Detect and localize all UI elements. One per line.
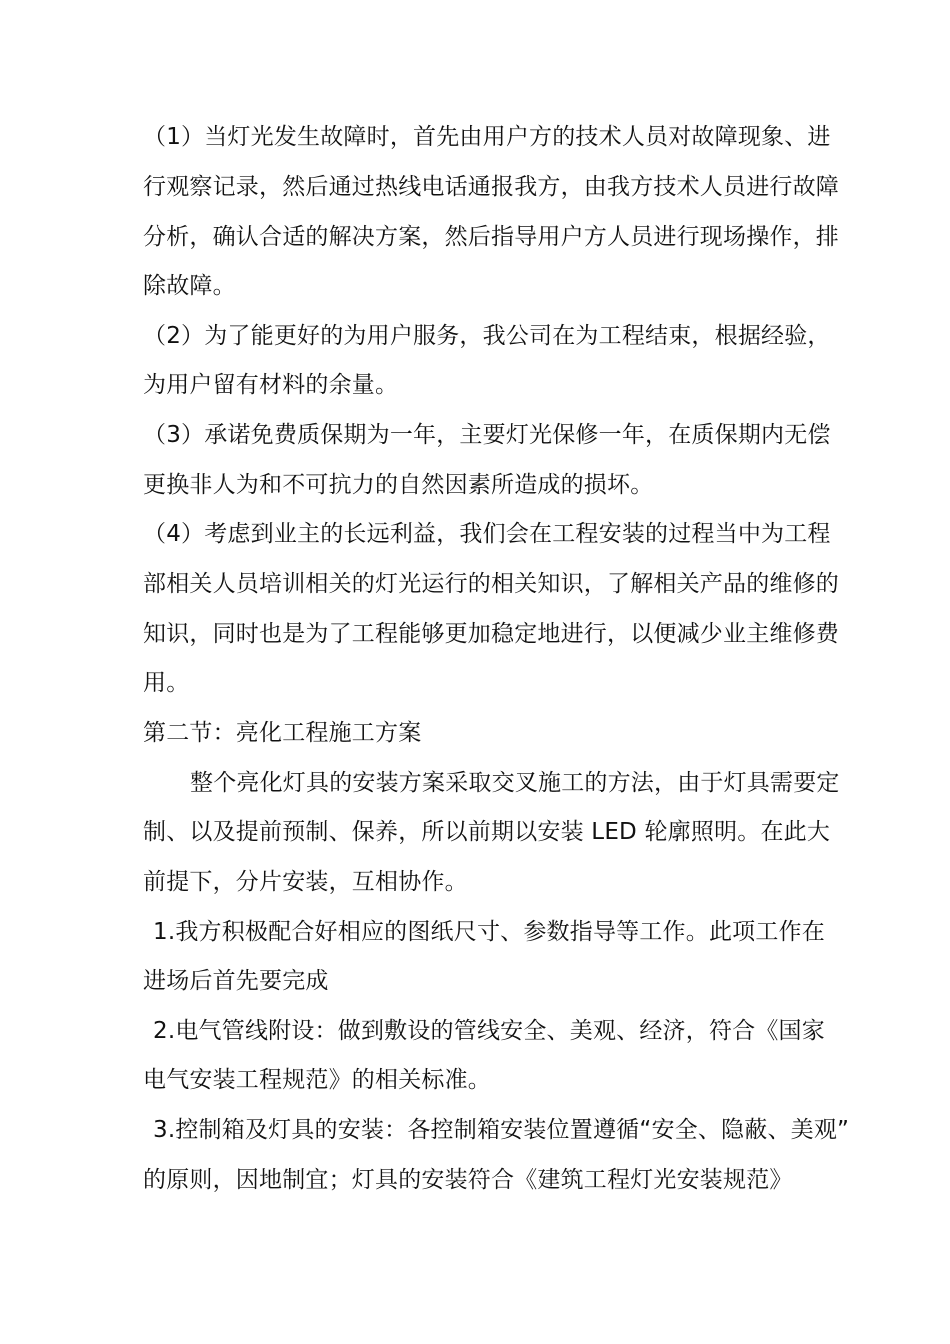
text-line: （3）承诺免费质保期为一年，主要灯光保修一年，在质保期内无偿: [143, 422, 831, 448]
text-line: （2）为了能更好的为用户服务，我公司在为工程结束，根据经验，: [143, 323, 831, 349]
text-line: 电气安装工程规范》的相关标准。: [143, 1067, 491, 1093]
text-line: 行观察记录，然后通过热线电话通报我方，由我方技术人员进行故障: [143, 174, 839, 200]
text-line: 整个亮化灯具的安装方案采取交叉施工的方法，由于灯具需要定: [190, 770, 840, 796]
list-item: 2.电气管线附设：做到敷设的管线安全、美观、经济，符合《国家: [153, 1018, 825, 1044]
text-line: 分析，确认合适的解决方案，然后指导用户方人员进行现场操作，排: [143, 224, 839, 250]
section-heading: 第二节：亮化工程施工方案: [143, 720, 422, 746]
text-line: 除故障。: [143, 273, 236, 299]
text-line: 用。: [143, 670, 190, 696]
list-item: 3.控制箱及灯具的安装：各控制箱安装位置遵循“安全、隐蔽、美观”: [153, 1117, 850, 1143]
text-line: 为用户留有材料的余量。: [143, 372, 399, 398]
text-line: 进场后首先要完成: [143, 968, 329, 994]
text-line: 部相关人员培训相关的灯光运行的相关知识，了解相关产品的维修的: [143, 571, 839, 597]
text-line: （4）考虑到业主的长远利益，我们会在工程安装的过程当中为工程: [143, 521, 831, 547]
text-line: 制、以及提前预制、保养，所以前期以安装 LED 轮廓照明。在此大: [143, 819, 831, 845]
text-line: 前提下，分片安装，互相协作。: [143, 869, 468, 895]
list-item: 1.我方积极配合好相应的图纸尺寸、参数指导等工作。此项工作在: [153, 919, 825, 945]
text-line: （1）当灯光发生故障时，首先由用户方的技术人员对故障现象、进: [143, 124, 831, 150]
text-line: 知识，同时也是为了工程能够更加稳定地进行，以便减少业主维修费: [143, 621, 839, 647]
text-line: 的原则，因地制宜；灯具的安装符合《建筑工程灯光安装规范》: [143, 1167, 793, 1193]
text-line: 更换非人为和不可抗力的自然因素所造成的损坏。: [143, 472, 654, 498]
